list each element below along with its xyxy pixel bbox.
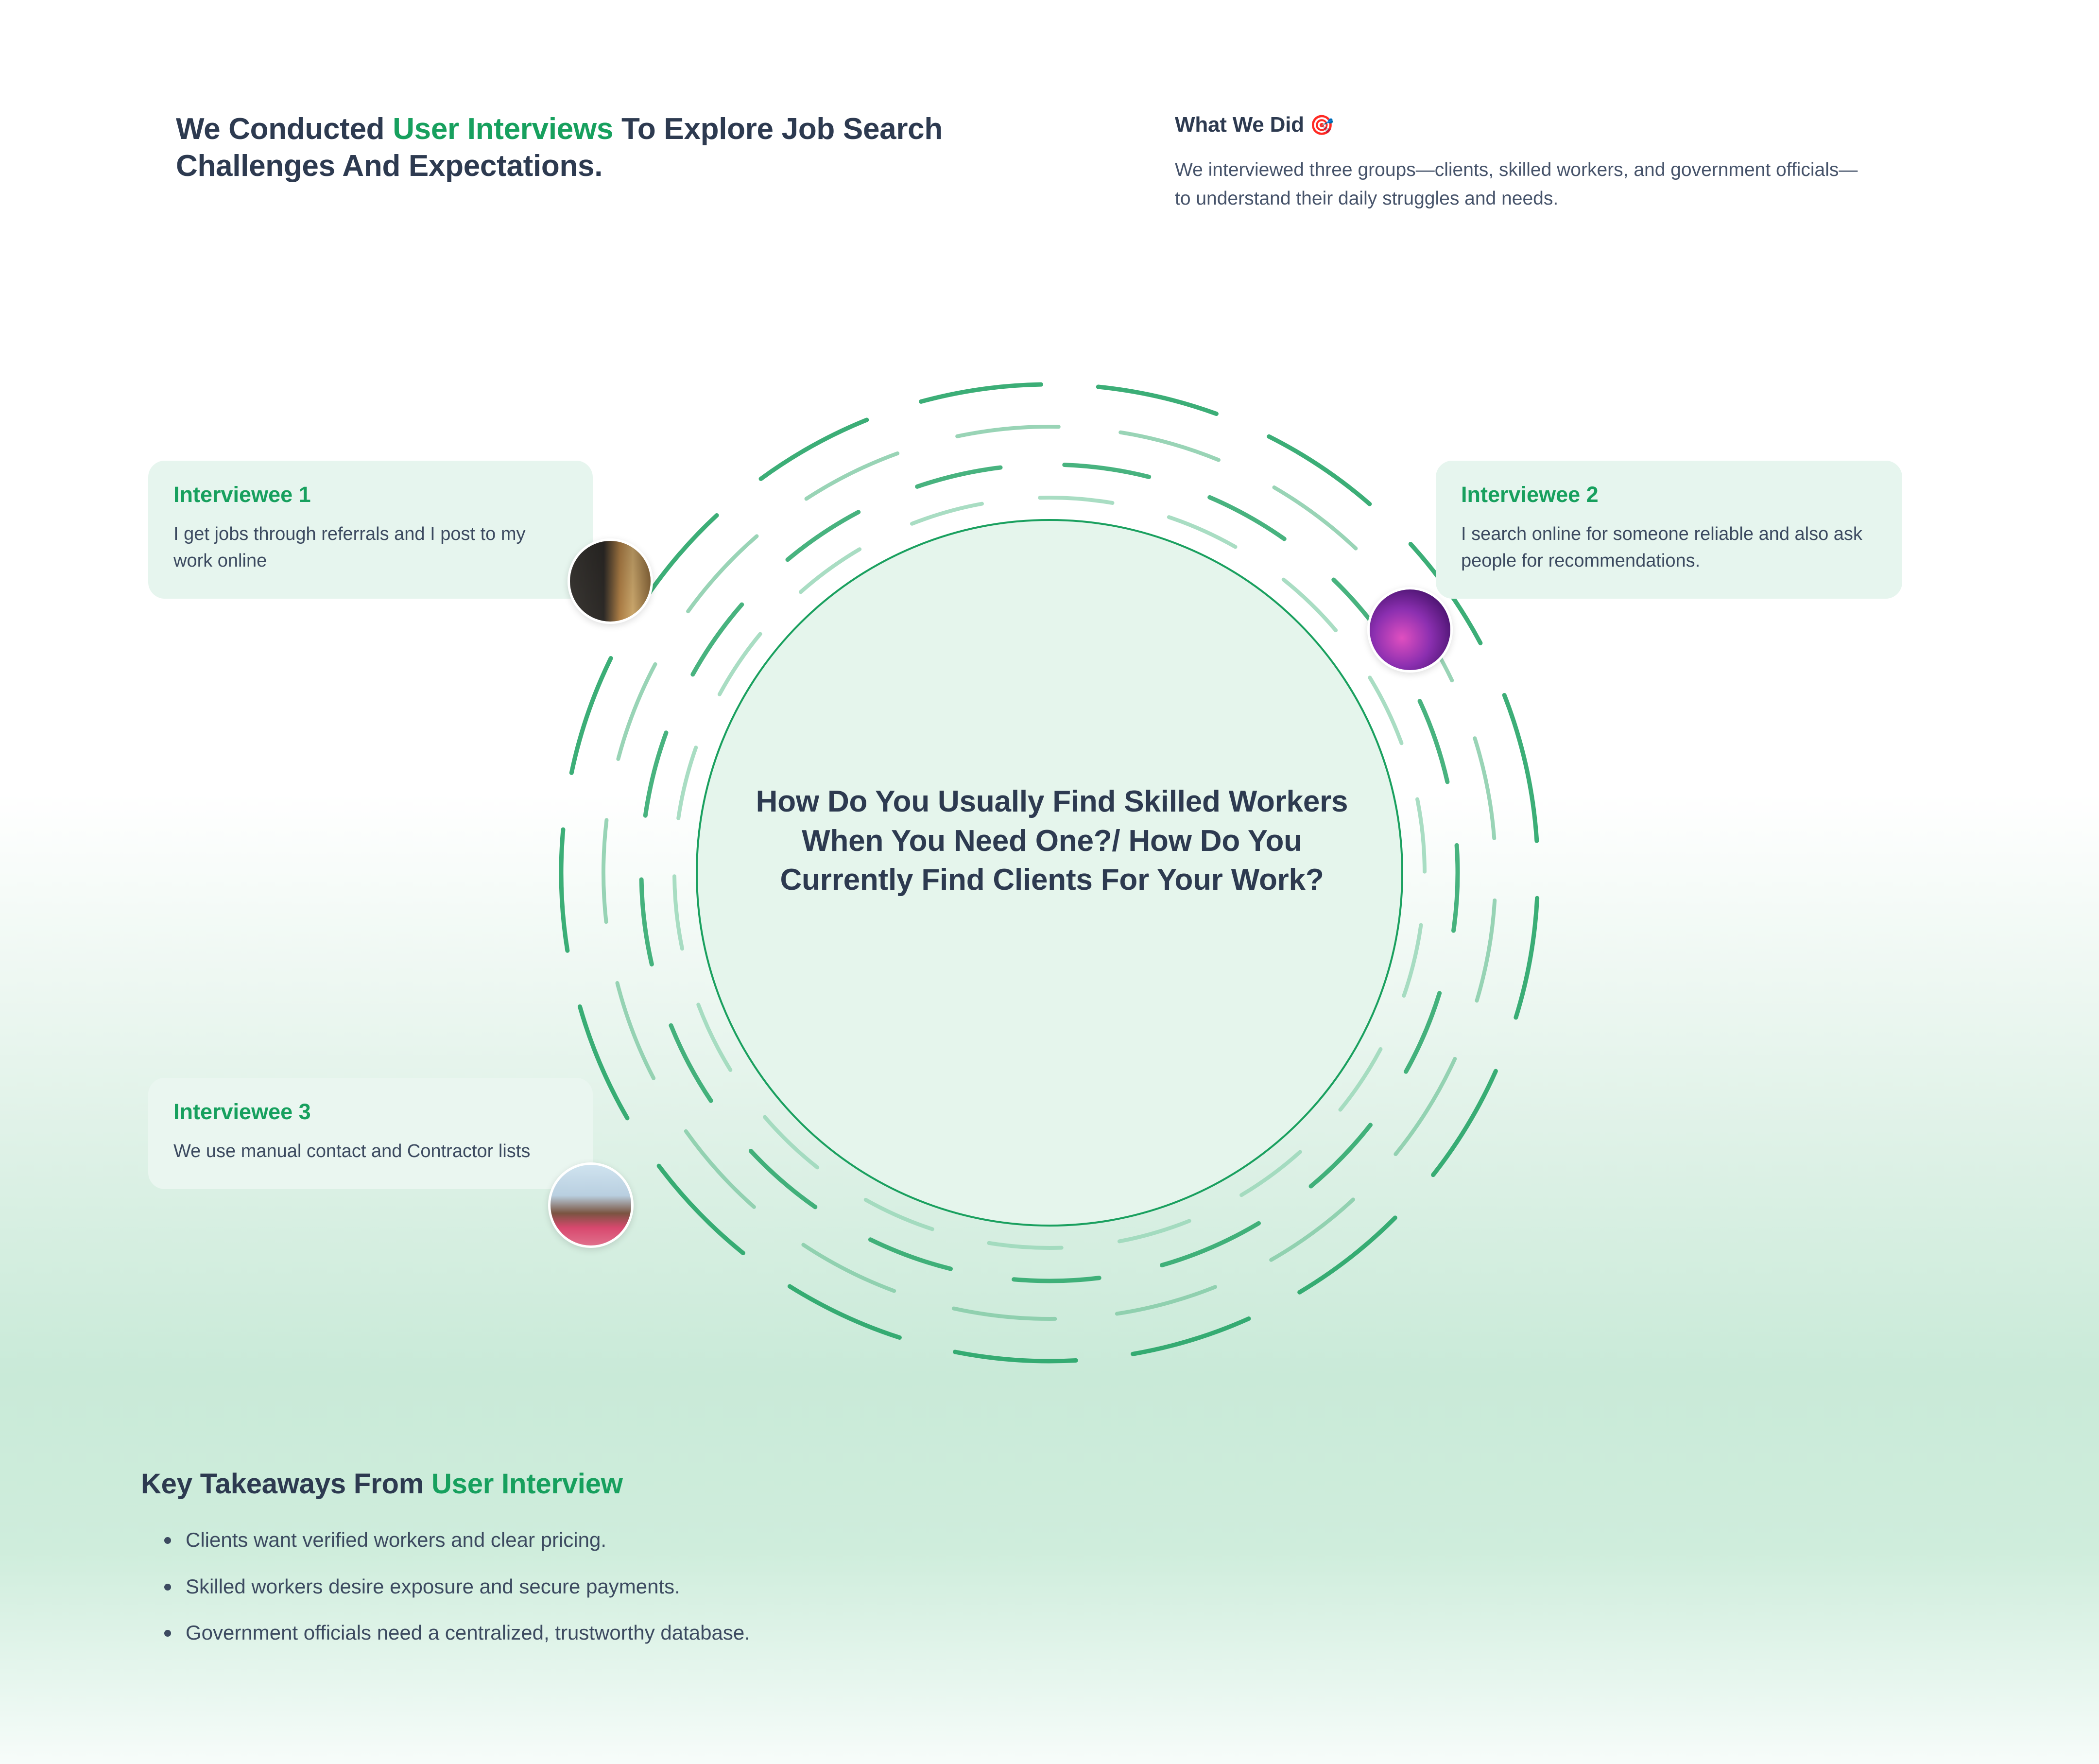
- key-takeaways-section: [141, 1468, 1793, 1665]
- list-item: Skilled workers desire exposure and secure payments.: [160, 1572, 1793, 1601]
- what-we-did-title-text: What We Did: [1175, 113, 1304, 137]
- key-takeaways-title-accent: User Interview: [431, 1468, 623, 1500]
- interviewee-2-quote: I search online for someone reliable and also ask people for recommendations.: [1461, 524, 1862, 571]
- list-item: Government officials need a centralized, trustworthy database.: [160, 1618, 1793, 1647]
- what-we-did-body: We interviewed three groups—clients, skilled workers, and government officials—to understand their daily struggles and needs.: [1175, 159, 1858, 209]
- interviewee-2-card: [1436, 461, 1902, 599]
- list-item: Clients want verified workers and clear pricing.: [160, 1525, 1793, 1555]
- interviewee-3-avatar: [548, 1162, 634, 1248]
- interviewee-3-photo: [551, 1165, 631, 1245]
- interviewee-1-card: [148, 461, 593, 599]
- key-takeaways-title-prefix: Key Takeaways From: [141, 1468, 431, 1500]
- key-takeaways-title: [141, 1468, 1793, 1500]
- interviewee-2-title: Interviewee 2: [1461, 482, 1599, 507]
- headline-accent: User Interviews: [393, 112, 614, 146]
- interviewee-3-card: [148, 1078, 593, 1189]
- interviewee-2-avatar: [1367, 587, 1453, 673]
- interviewee-3-title: Interviewee 3: [173, 1099, 311, 1124]
- headline-prefix: We Conducted: [176, 112, 393, 146]
- interviewee-1-quote: I get jobs through referrals and I post to my work online: [173, 524, 526, 571]
- key-takeaways-list: [141, 1525, 1793, 1647]
- interviewee-3-quote: We use manual contact and Contractor lists: [173, 1141, 531, 1161]
- interviewee-1-photo: [570, 541, 651, 622]
- interviewee-1-title: Interviewee 1: [173, 482, 311, 507]
- interviewee-1-avatar: [568, 538, 653, 624]
- interviewee-2-photo: [1370, 589, 1450, 670]
- headline-suffix: To Explore Job Search Challenges And Expectations.: [176, 112, 943, 183]
- center-question: How Do You Usually Find Skilled Workers When You Need One?/ How Do You Currently Find Clients For Your Work?: [756, 785, 1348, 897]
- target-icon: 🎯: [1309, 115, 1334, 136]
